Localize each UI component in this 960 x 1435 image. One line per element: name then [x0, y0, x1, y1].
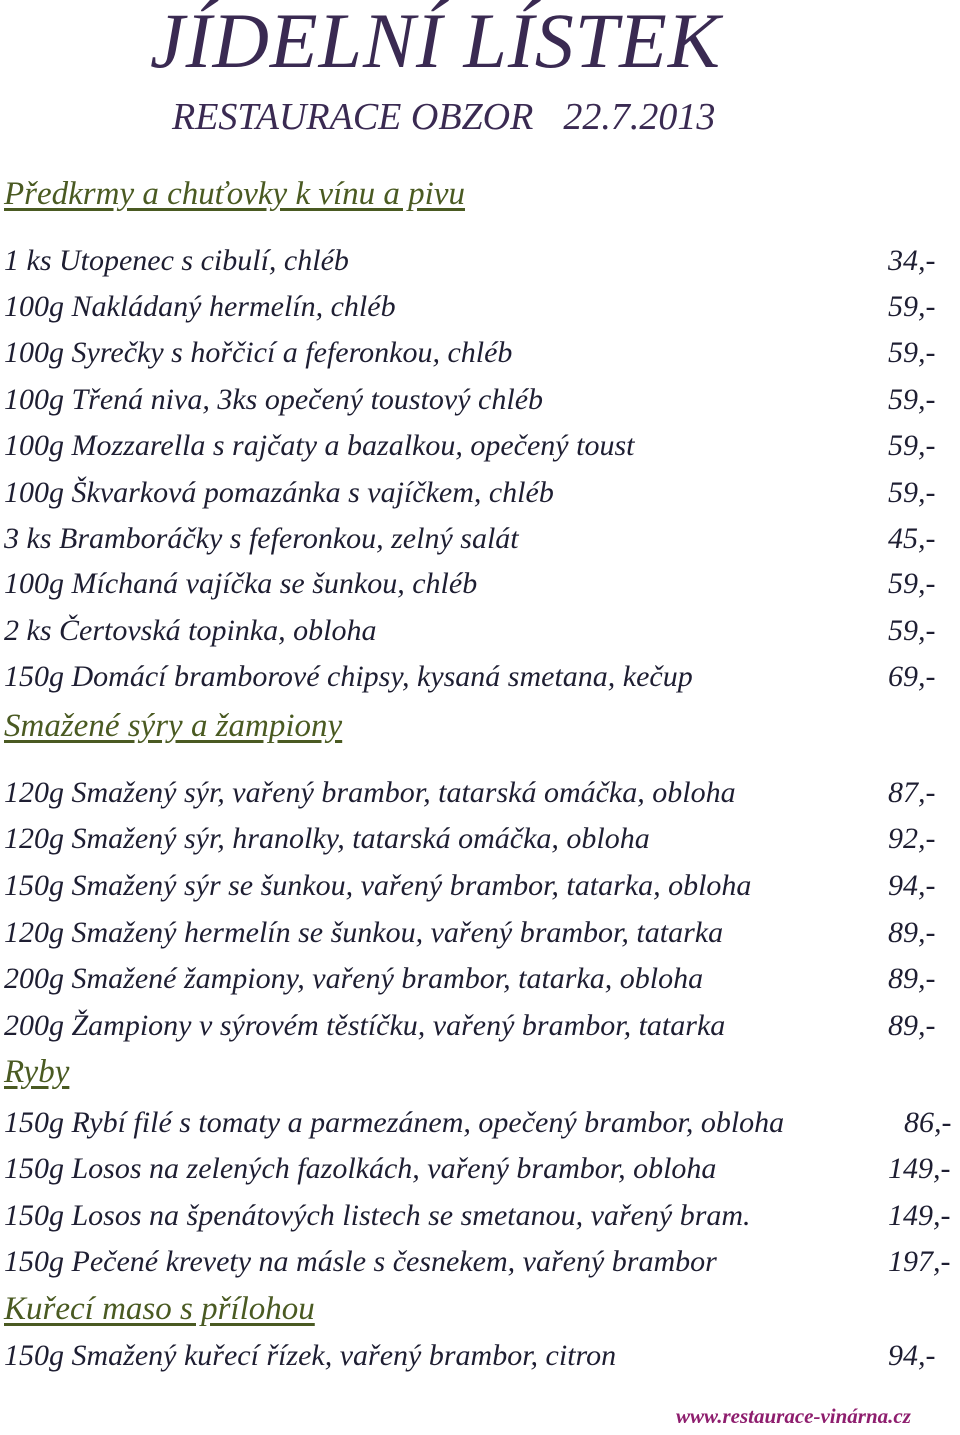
menu-item: [4, 1242, 956, 1282]
menu-item: [4, 1196, 956, 1236]
item-name: 120g Smažený sýr, vařený brambor, tatarská omáčka, obloha: [4, 776, 736, 809]
item-name: 2 ks Čertovská topinka, obloha: [4, 614, 377, 647]
menu-item: [4, 333, 956, 373]
item-price: 59,-: [888, 383, 936, 416]
item-price: 197,-: [888, 1245, 951, 1278]
item-name: 200g Žampiony v sýrovém těstíčku, vařený brambor, tatarka: [4, 1009, 726, 1042]
item-price: 94,-: [888, 869, 936, 902]
item-price: 59,-: [888, 476, 936, 509]
item-name: 1 ks Utopenec s cibulí, chléb: [4, 244, 349, 277]
item-name: 120g Smažený sýr, hranolky, tatarská omáčka, obloha: [4, 822, 650, 855]
item-name: 100g Škvarková pomazánka s vajíčkem, chléb: [4, 476, 554, 509]
menu-item: [4, 380, 956, 420]
item-name: 150g Rybí filé s tomaty a parmezánem, opečený brambor, obloha: [4, 1106, 785, 1139]
item-name: 100g Mozzarella s rajčaty a bazalkou, opečený toust: [4, 429, 635, 462]
menu-item: [4, 959, 956, 999]
item-name: 100g Míchaná vajíčka se šunkou, chléb: [4, 567, 478, 600]
item-price: 89,-: [888, 1009, 936, 1042]
item-price: 89,-: [888, 916, 936, 949]
item-price: 92,-: [888, 822, 936, 855]
item-price: 45,-: [888, 522, 936, 555]
item-price: 59,-: [888, 614, 936, 647]
item-name: 3 ks Bramboráčky s feferonkou, zelný salát: [4, 522, 519, 555]
item-price: 94,-: [888, 1339, 936, 1372]
item-name: 150g Losos na špenátových listech se smetanou, vařený bram.: [4, 1199, 751, 1232]
item-name: 150g Smažený sýr se šunkou, vařený brambor, tatarka, obloha: [4, 869, 752, 902]
menu-item: [4, 287, 956, 327]
menu-item: [4, 1103, 956, 1143]
website-link[interactable]: www.restaurace-vinárna.cz: [676, 1404, 911, 1428]
section-heading-fish: Ryby: [4, 1054, 70, 1090]
menu-item: [4, 519, 956, 559]
menu-item: [4, 866, 956, 906]
item-name: 100g Třená niva, 3ks opečený toustový chléb: [4, 383, 544, 416]
section-heading-fried-cheese: Smažené sýry a žampiony: [4, 708, 343, 744]
item-price: 69,-: [888, 660, 936, 693]
item-price: 87,-: [888, 776, 936, 809]
item-name: 200g Smažené žampiony, vařený brambor, tatarka, obloha: [4, 962, 704, 995]
menu-item: [4, 564, 956, 604]
menu-item: [4, 241, 956, 281]
menu-item: [4, 426, 956, 466]
page-title: JÍDELNÍ LÍSTEK: [150, 0, 721, 84]
item-price: 59,-: [888, 336, 936, 369]
menu-item: [4, 657, 956, 697]
item-price: 89,-: [888, 962, 936, 995]
menu-item: [4, 1006, 956, 1046]
menu-date: 22.7.2013: [563, 96, 716, 138]
item-price: 59,-: [888, 290, 936, 323]
menu-item: [4, 819, 956, 859]
menu-item: [4, 1336, 956, 1376]
item-name: 150g Pečené krevety na másle s česnekem, vařený brambor: [4, 1245, 717, 1278]
restaurant-name: RESTAURACE OBZOR: [172, 96, 534, 138]
item-name: 150g Domácí bramborové chipsy, kysaná smetana, kečup: [4, 660, 693, 693]
item-price: 149,-: [888, 1152, 951, 1185]
item-price: 59,-: [888, 567, 936, 600]
menu-item: [4, 773, 956, 813]
subtitle: [172, 98, 715, 136]
item-name: 120g Smažený hermelín se šunkou, vařený brambor, tatarka: [4, 916, 724, 949]
menu-item: [4, 913, 956, 953]
item-name: 150g Losos na zelených fazolkách, vařený brambor, obloha: [4, 1152, 717, 1185]
section-heading-chicken: Kuřecí maso s přílohou: [4, 1291, 315, 1327]
item-name: 100g Syrečky s hořčicí a feferonkou, chléb: [4, 336, 513, 369]
section-heading-appetizers: Předkrmy a chuťovky k vínu a pivu: [4, 176, 465, 212]
item-price: 149,-: [888, 1199, 951, 1232]
menu-item: [4, 473, 956, 513]
item-price: 34,-: [888, 244, 936, 277]
item-price: 86,-: [904, 1106, 952, 1139]
menu-item: [4, 611, 956, 651]
item-name: 100g Nakládaný hermelín, chléb: [4, 290, 396, 323]
item-price: 59,-: [888, 429, 936, 462]
menu-item: [4, 1149, 956, 1189]
item-name: 150g Smažený kuřecí řízek, vařený brambor, citron: [4, 1339, 617, 1372]
